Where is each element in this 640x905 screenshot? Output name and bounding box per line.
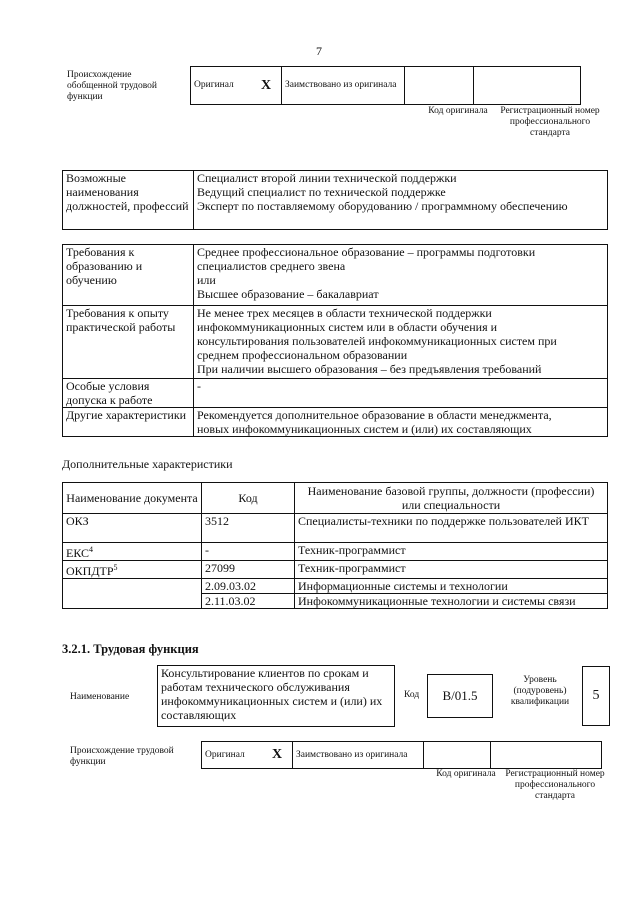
row-name: Специалисты-техники по поддержке пользователей ИКТ [295,514,608,543]
row-code: 27099 [202,561,295,579]
function-name-label: Наименование [70,692,130,702]
header-name: Наименование базовой группы, должности (профессии) или специальности [295,483,608,514]
row-doc-empty [63,579,202,609]
origin2-table [201,741,602,769]
original2-code-caption: Код оригинала [436,769,496,779]
row-name: Инфокоммуникационные технологии и системы связи [295,594,608,609]
row-code: 2.11.03.02 [202,594,295,609]
special-value: - [194,379,608,408]
row-doc: ОКПДТР [66,564,114,578]
function-code-value: B/01.5 [427,674,493,718]
header-code: Код [202,483,295,514]
row-name: Техник-программист [295,561,608,579]
original-code-cell [405,67,474,105]
row-doc: ОКЗ [63,514,202,543]
additional-title: Дополнительные характеристики [62,457,233,471]
level-value: 5 [582,666,610,726]
origin-table [190,66,581,105]
row-code: 2.09.03.02 [202,579,295,594]
original-mark: X [251,67,282,105]
other-value: Рекомендуется дополнительное образование в области менеджмента, новых инфокоммуникационных систем и (или) их составляющих [194,408,608,437]
position-line: Эксперт по поставляемому оборудованию / программному обеспечению [197,199,568,213]
borrowed-label: Заимствовано из оригинала [282,67,405,105]
experience-label: Требования к опыту практической работы [63,306,194,379]
additional-table [62,482,608,609]
position-line: Специалист второй линии технической поддержки [197,171,457,185]
education-value: Среднее профессиональное образование – программы подготовки специалистов среднего звена или Высшее образование – бакалавриат [194,245,608,306]
header-document: Наименование документа [63,483,202,514]
special-label: Особые условия допуска к работе [63,379,194,408]
borrowed2-label: Заимствовано из оригинала [293,742,424,769]
requirements-table [62,244,608,437]
position-line: Ведущий специалист по технической поддержке [197,185,446,199]
function-name-value: Консультирование клиентов по срокам и работам технического обслуживания инфокоммуникационных систем и (или) их составляющих [157,665,395,727]
reg-number-caption: Регистрационный номер профессионального стандарта [500,106,600,138]
row-doc: ЕКС [66,546,90,560]
table-row [63,561,608,579]
reg-number-cell [474,67,581,105]
original-label: Оригинал [191,67,252,105]
page-number: 7 [316,44,322,58]
level-label: Уровень (подуровень) квалификации [510,675,570,707]
function-code-label: Код [404,690,420,700]
education-label: Требования к образованию и обучению [63,245,194,306]
table-row [63,514,608,543]
positions-label: Возможные наименования должностей, профессий [63,171,194,230]
origin2-label: Происхождение трудовой функции [70,746,174,767]
table-row [63,579,608,594]
section-title: 3.2.1. Трудовая функция [62,642,199,656]
row-name: Информационные системы и технологии [295,579,608,594]
positions-table [62,170,608,230]
footnote-mark: 5 [113,563,118,572]
original2-mark: X [262,742,293,769]
experience-value: Не менее трех месяцев в области технической поддержки инфокоммуникационных систем или в области обучения и консультирования пользователей инфокоммуникационных систем при среднем профессиональном образовании При наличии высшего образования – без предъявления требований [194,306,608,379]
reg2-number-cell [491,742,602,769]
footnote-mark: 4 [89,545,94,554]
other-label: Другие характеристики [63,408,194,437]
original2-label: Оригинал [202,742,263,769]
row-name: Техник-программист [295,543,608,561]
reg2-number-caption: Регистрационный номер профессионального стандарта [505,769,605,801]
original2-code-cell [424,742,491,769]
origin-label: Происхождение обобщенной трудовой функции [67,70,157,102]
row-code: - [202,543,295,561]
original-code-caption: Код оригинала [428,106,488,116]
row-code: 3512 [202,514,295,543]
table-row [63,543,608,561]
